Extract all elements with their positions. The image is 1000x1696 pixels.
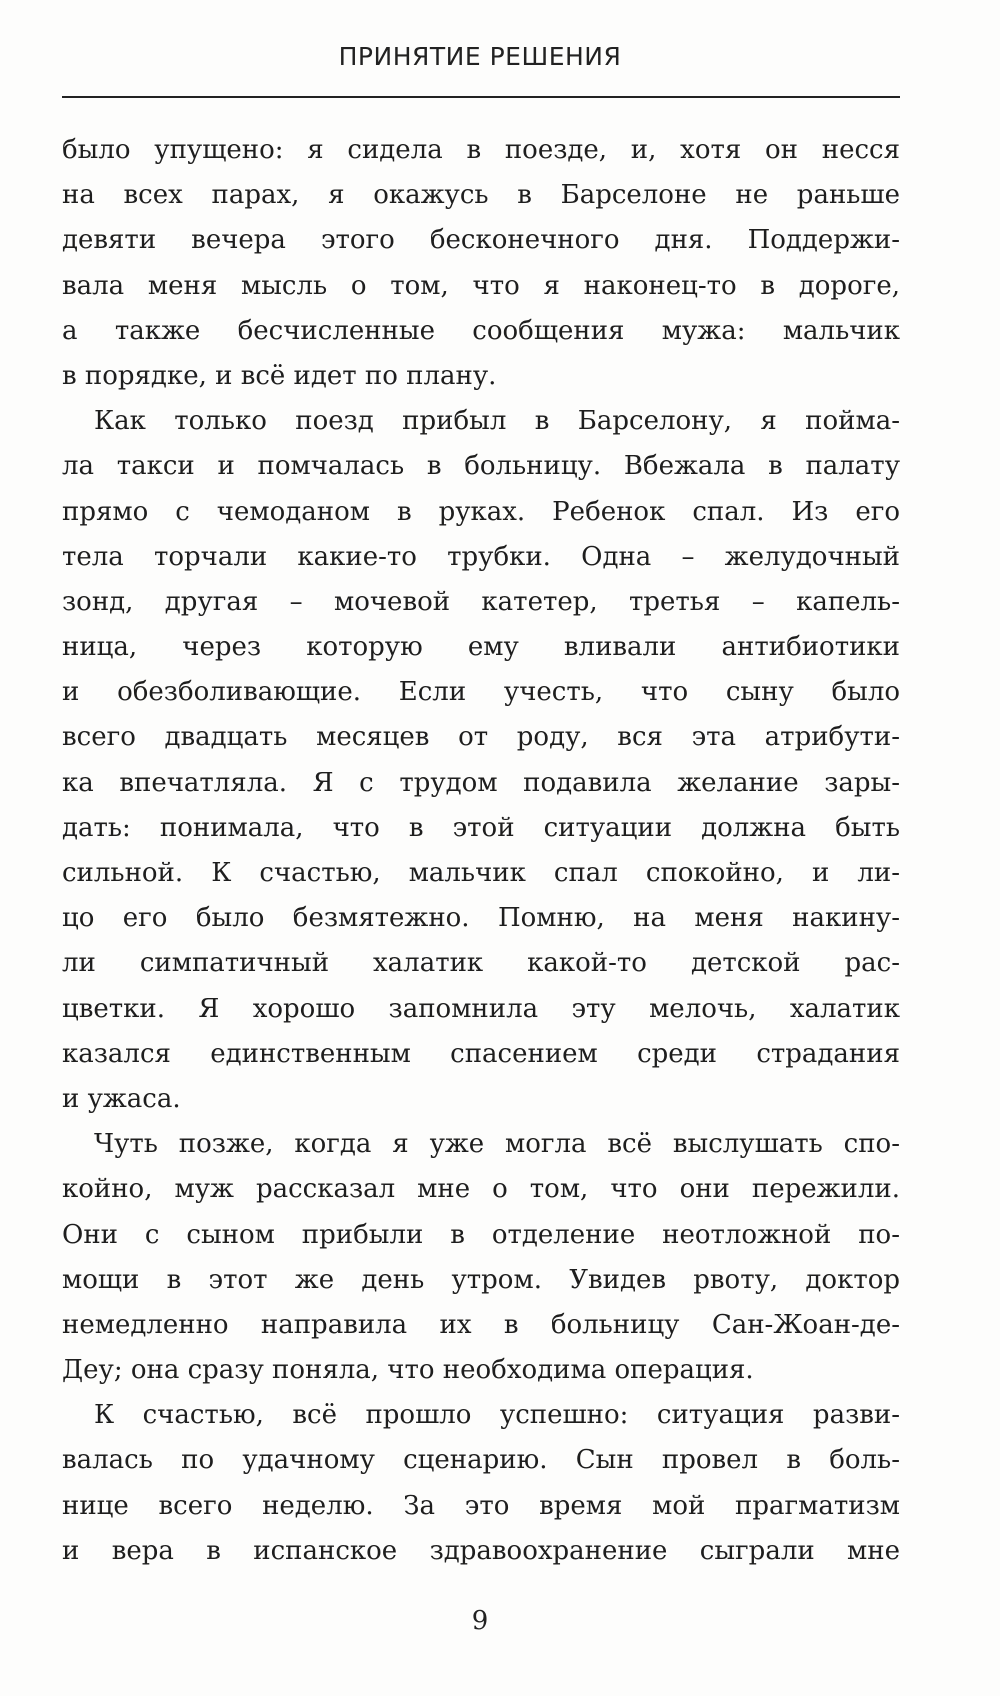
paragraph [62,399,900,1122]
text-line: было упущено: я сидела в поезде, и, хотя он несся [62,135,900,165]
text-line: тела торчали какие-то трубки. Одна – желудочный [62,541,900,572]
text-line: а также бесчисленные сообщения мужа: мальчик [62,315,900,346]
text-line: прямо с чемоданом в руках. Ребенок спал. Из его [62,496,900,527]
text-line: и обезболивающие. Если учесть, что сыну было [62,677,900,708]
text-line: зонд, другая – мочевой катетер, третья – капель- [62,586,900,617]
text-line: на всех парах, я окажусь в Барселоне не раньше [62,180,900,211]
paragraph [62,1393,900,1574]
text-line: в порядке, и всё идет по плану. [62,360,497,391]
text-line: К счастью, всё прошло успешно: ситуация разви- [94,1400,900,1431]
text-line: вала меня мысль о том, что я наконец-то в дороге, [62,270,900,301]
text-line: и вера в испанское здравоохранение сыграли мне [62,1535,900,1566]
page-number: 9 [471,1606,489,1636]
text-line: казался единственным спасением среди страдания [62,1038,900,1069]
text-line: ла такси и помчалась в больницу. Вбежала в палату [62,451,900,482]
text-line: мощи в этот же день утром. Увидев рвоту, доктор [62,1264,900,1295]
text-line: валась по удачному сценарию. Сын провел в боль- [62,1445,900,1476]
text-line: ка впечатляла. Я с трудом подавила желание зары- [62,767,900,798]
text-line: Они с сыном прибыли в отделение неотложной по- [62,1219,900,1250]
text-line: ница, через которую ему вливали антибиотики [62,632,900,663]
text-line: всего двадцать месяцев от роду, вся эта атрибути- [62,722,900,753]
text-line: нице всего неделю. За это время мой прагматизм [62,1490,900,1521]
header-rule [62,96,900,98]
running-head: ПРИНЯТИЕ РЕШЕНИЯ [338,42,622,71]
text-line: цо его было безмятежно. Помню, на меня накину- [62,903,900,934]
text-line: дать: понимала, что в этой ситуации должна быть [62,812,900,843]
paragraph [62,1122,900,1393]
text-line: Как только поезд прибыл в Барселону, я пойма- [94,406,900,437]
text-line: девяти вечера этого бесконечного дня. Поддержи- [62,225,900,256]
text-line: Деу; она сразу поняла, что необходима операция. [62,1355,754,1386]
text-line: Чуть позже, когда я уже могла всё выслушать спо- [94,1129,900,1160]
text-line: койно, муж рассказал мне о том, что они пережили. [62,1174,900,1205]
text-line: немедленно направила их в больницу Сан-Жоан-де- [62,1309,900,1340]
text-line: цветки. Я хорошо запомнила эту мелочь, халатик [62,993,900,1024]
text-line: и ужаса. [62,1083,181,1114]
paragraph [62,128,900,399]
body-text [62,128,900,1574]
text-line: сильной. К счастью, мальчик спал спокойно, и ли- [62,858,900,888]
text-line: ли симпатичный халатик какой-то детской рас- [62,948,900,979]
